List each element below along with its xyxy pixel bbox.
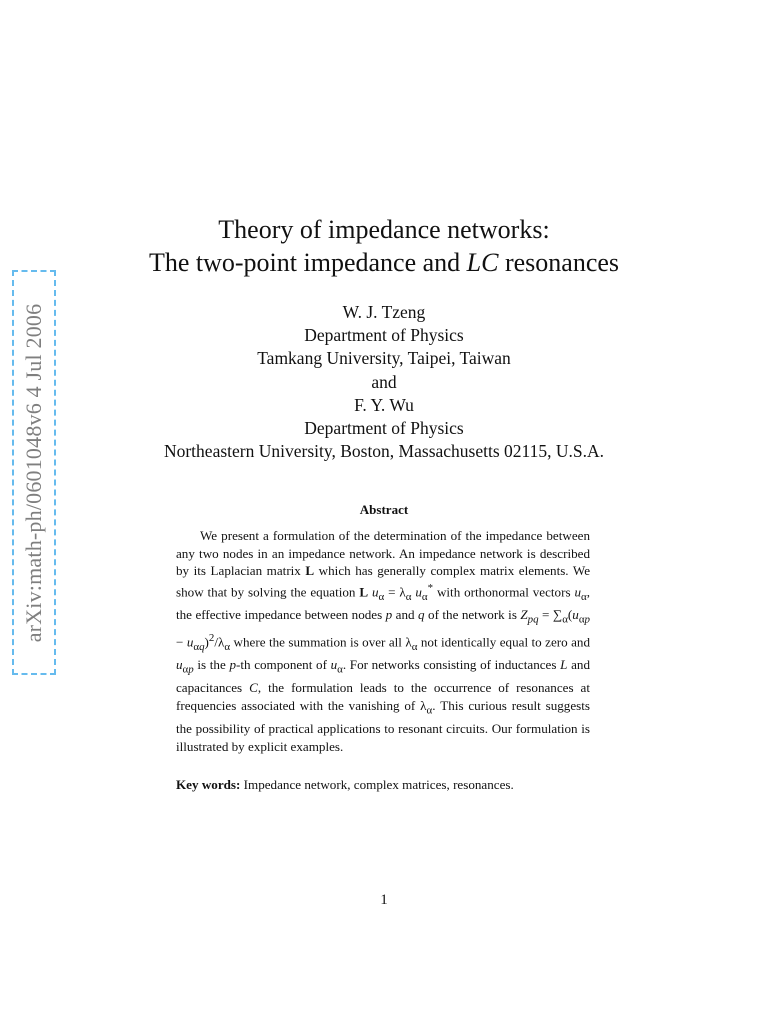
author-name: F. Y. Wu [354,394,414,415]
title-line-1: Theory of impedance networks: [218,215,550,244]
page-number: 1 [380,892,388,908]
keywords-text: Impedance network, complex matrices, resonances. [240,777,514,792]
author-conjunction: and [371,371,397,392]
keywords-label: Key words: [176,777,241,792]
author-block [0,301,768,463]
title-line-2: The two-point impedance and LC resonances [148,248,620,277]
arxiv-identifier-text: arXiv:math-ph/0601048v6 4 Jul 2006 [21,303,46,642]
title-lc: LC [466,248,499,277]
author-department: Department of Physics [304,325,464,346]
abstract-heading: Abstract [359,502,409,517]
author-department: Department of Physics [304,418,464,439]
abstract-text: We present a formulation of the determination of the impedance between any two nodes in an impedance network. An impedance network is described by its Laplacian matrix L which has generally complex matrix elements. We show that by solving the equation L $u_\alpha = \lambda_\alpha$ $u_\alpha^*$ with orthonormal vectors $u_\alpha$, the effective impedance between nodes p and q of the network is $Z_{pq} = \sum_\alpha(u_{\alpha p} - u_{\alpha q})^2/\lambda_\alpha$ where the summation is over all $\lambda_\alpha$ not identically equal to zero and $u_{\alpha p}$ is the p-th component of $u_\alpha$. For networks consisting of inductances L and capacitances C, the formulation leads to the occurrence of resonances at frequencies associated with the vanishing of $\lambda_\alpha$. This curious result suggests the possibility of practical applications to resonant circuits. Our formulation is illustrated by explicit examples. [176,528,591,754]
author-name: W. J. Tzeng [342,302,426,322]
keywords-line [176,776,590,793]
author-affiliation: Tamkang University, Taipei, Taiwan [257,348,511,369]
author-affiliation: Northeastern University, Boston, Massachusetts 02115, U.S.A. [163,441,605,462]
paper-title [0,213,768,279]
